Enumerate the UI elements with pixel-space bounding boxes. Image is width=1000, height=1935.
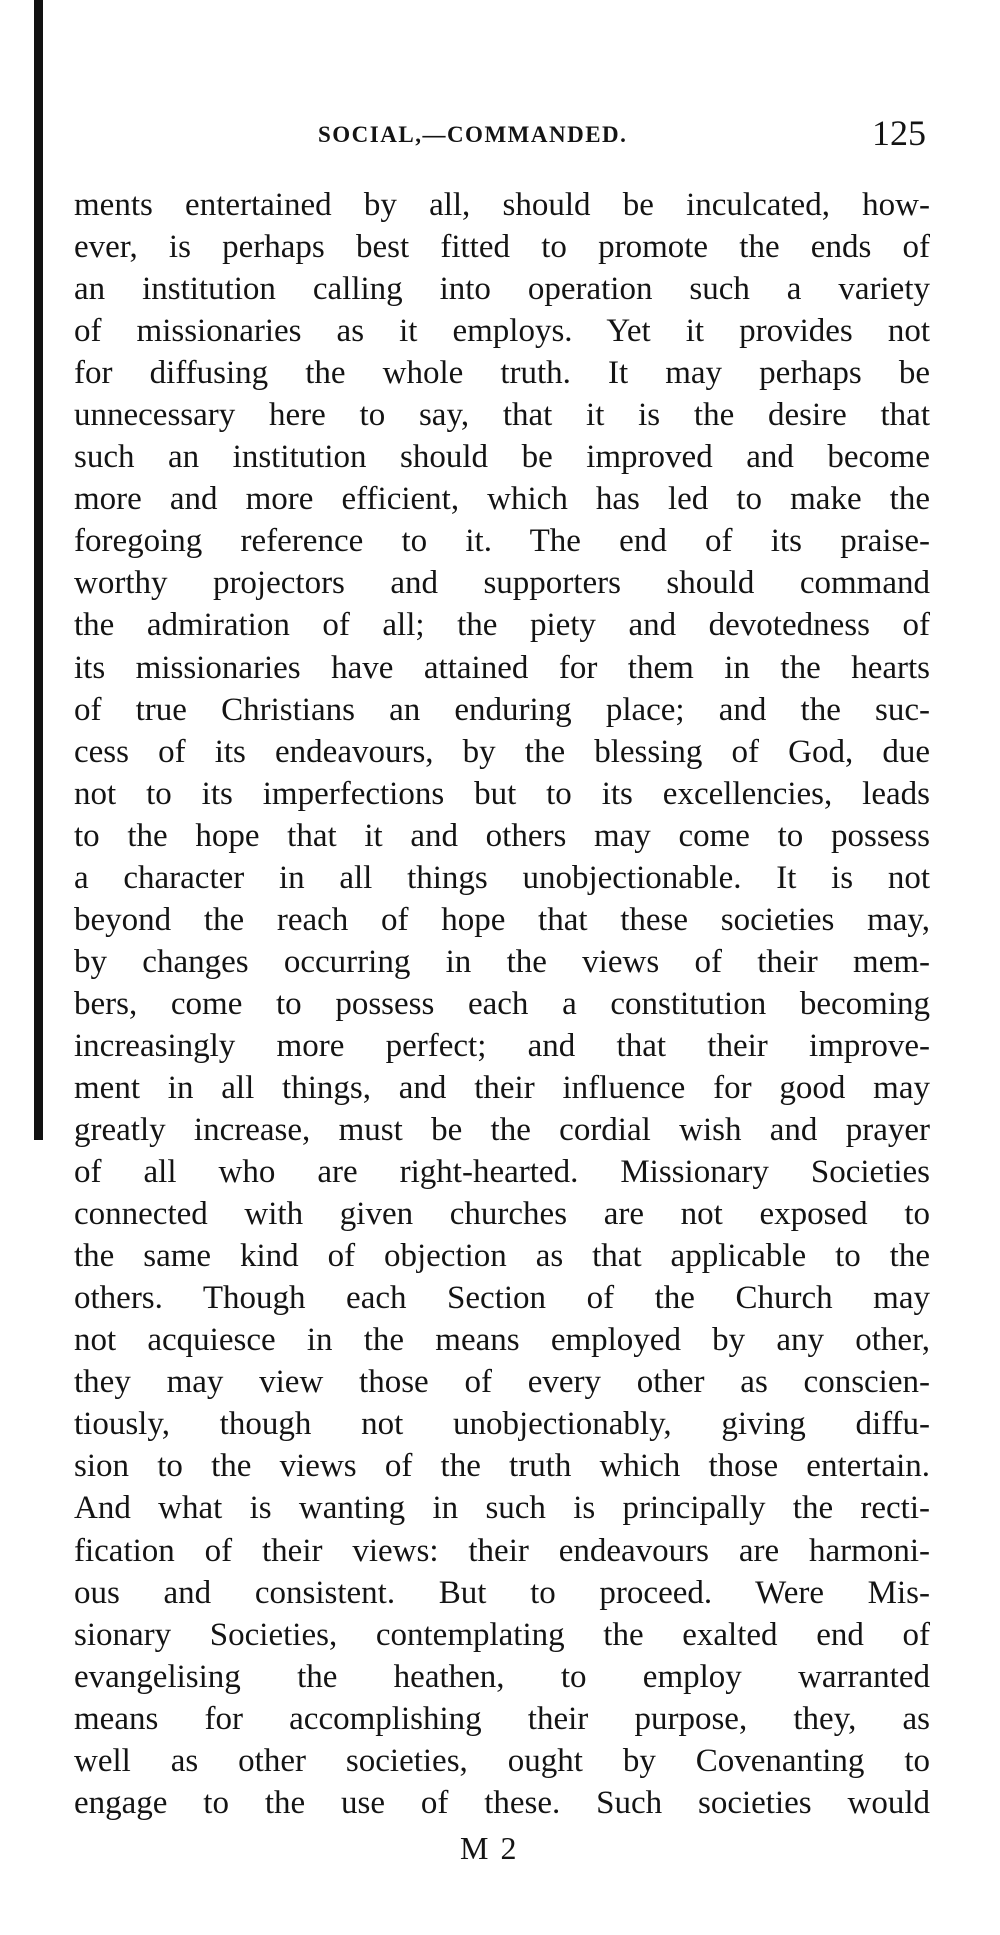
text-line: the admiration of all; the piety and devotedness of — [74, 607, 930, 644]
text-line: ments entertained by all, should be inculcated, how- — [74, 187, 930, 223]
text-line: means for accomplishing their purpose, they, as — [74, 1700, 930, 1737]
text-line: a character in all things unobjectionable. It is not — [74, 859, 930, 896]
text-line: unnecessary here to say, that it is the desire that — [74, 397, 930, 434]
page-spine-edge — [34, 0, 43, 1140]
text-line: such an institution should be improved and become — [74, 439, 930, 476]
text-line: beyond the reach of hope that these societies may, — [74, 901, 930, 938]
text-line: by changes occurring in the views of their mem- — [74, 943, 930, 980]
text-line: sionary Societies, contemplating the exalted end of — [74, 1616, 930, 1653]
text-line: not to its imperfections but to its excellencies, leads — [74, 775, 930, 812]
text-line: of all who are right-hearted. Missionary Societies — [74, 1154, 930, 1191]
text-line: the same kind of objection as that applicable to the — [74, 1238, 930, 1275]
text-line: fication of their views: their endeavours are harmoni- — [74, 1532, 930, 1569]
text-line: well as other societies, ought by Covenanting to — [74, 1742, 930, 1779]
text-line: others. Though each Section of the Church may — [74, 1280, 930, 1317]
text-line: And what is wanting in such is principally the recti- — [74, 1490, 930, 1527]
text-line: an institution calling into operation such a variety — [74, 271, 930, 308]
text-line: cess of its endeavours, by the blessing of God, due — [74, 733, 930, 770]
text-line: not acquiesce in the means employed by any other, — [74, 1322, 930, 1359]
text-line: they may view those of every other as conscien- — [74, 1364, 930, 1401]
text-line: tiously, though not unobjectionably, giving diffu- — [74, 1406, 930, 1443]
text-line: worthy projectors and supporters should command — [74, 565, 930, 602]
text-line: ever, is perhaps best fitted to promote the ends of — [74, 229, 930, 266]
text-line: foregoing reference to it. The end of its praise- — [74, 523, 930, 560]
text-line: its missionaries have attained for them in the hearts — [74, 649, 930, 686]
body-text — [74, 184, 930, 1824]
running-head — [74, 112, 930, 152]
page-number: 125 — [872, 113, 926, 153]
text-line: more and more efficient, which has led to make the — [74, 481, 930, 518]
text-line: greatly increase, must be the cordial wish and prayer — [74, 1112, 930, 1149]
text-line: sion to the views of the truth which those entertain. — [74, 1448, 930, 1485]
text-line: connected with given churches are not exposed to — [74, 1196, 930, 1233]
text-line: of true Christians an enduring place; and the suc- — [74, 691, 930, 728]
text-line: ous and consistent. But to proceed. Were Mis- — [74, 1574, 930, 1611]
text-line: to the hope that it and others may come to possess — [74, 817, 930, 854]
running-head-title: SOCIAL,—COMMANDED. — [318, 122, 628, 147]
text-line: ment in all things, and their influence for good may — [74, 1069, 930, 1106]
text-line: evangelising the heathen, to employ warranted — [74, 1658, 930, 1695]
text-line: bers, come to possess each a constitution becoming — [74, 985, 930, 1022]
text-line: engage to the use of these. Such societies would — [74, 1784, 930, 1821]
text-line: of missionaries as it employs. Yet it provides not — [74, 313, 930, 350]
book-page — [74, 0, 930, 1935]
text-line: for diffusing the whole truth. It may perhaps be — [74, 355, 930, 392]
text-line: increasingly more perfect; and that their improve- — [74, 1027, 930, 1064]
signature-mark: M 2 — [460, 1830, 519, 1866]
